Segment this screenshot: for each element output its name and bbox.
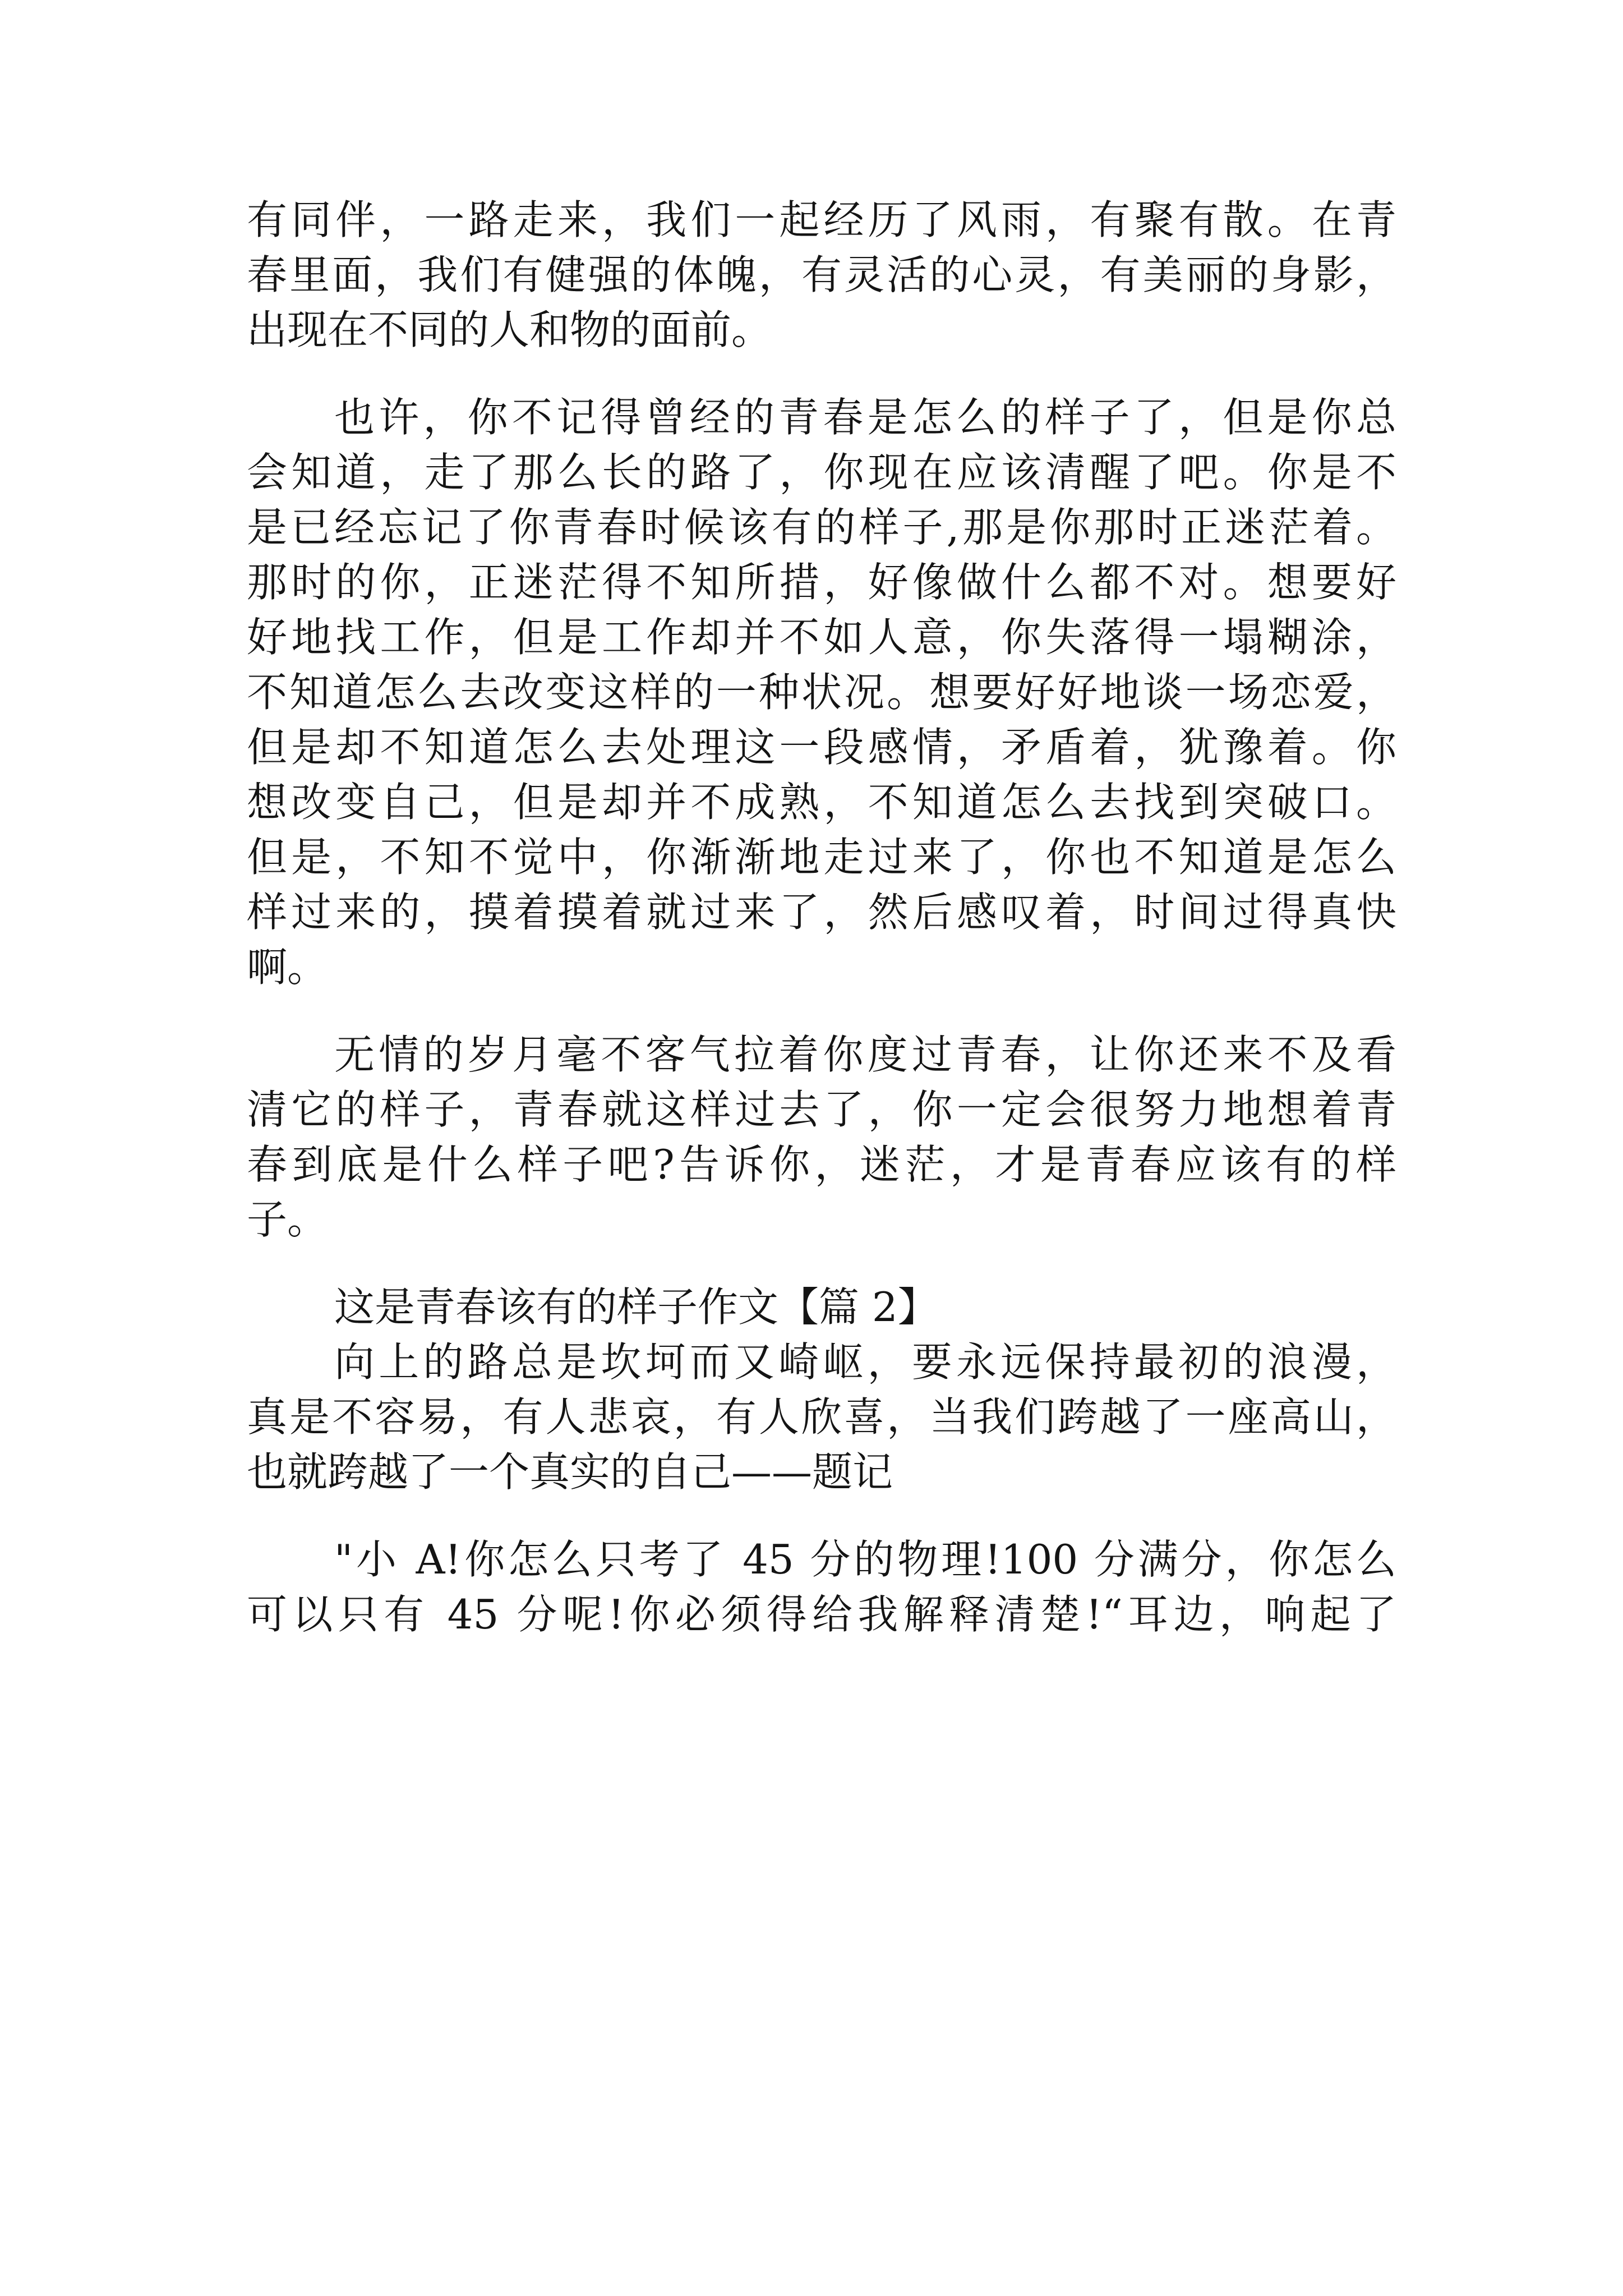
text-line: 会知道，走了那么长的路了，你现在应该清醒了吧。你是不 [247,449,1396,496]
document-body [247,196,1396,1649]
text-line: 可以只有 45 分呢!你必须得给我解释清楚!“耳边，响起了 [247,1591,1396,1638]
text-line: 出现在不同的人和物的面前。 [247,306,772,353]
text-line: 向上的路总是坎坷而又崎岖，要永远保持最初的浪漫， [334,1338,1396,1386]
text-line: 那时的你，正迷茫得不知所措，好像做什么都不对。想要好 [247,559,1396,606]
text-line: 但是，不知不觉中，你渐渐地走过来了，你也不知道是怎么 [247,834,1396,881]
text-line: 啊。 [247,944,328,991]
text-line: 但是却不知道怎么去处理这一段感情，矛盾着，犹豫着。你 [247,724,1396,771]
text-line: 春里面，我们有健强的体魄，有灵活的心灵，有美丽的身影， [247,251,1396,298]
text-line: 真是不容易，有人悲哀，有人欣喜，当我们跨越了一座高山， [247,1393,1396,1441]
text-line: 无情的岁月毫不客气拉着你度过青春，让你还来不及看 [334,1031,1396,1078]
text-line: "小 A!你怎么只考了 45 分的物理!100 分满分，你怎么 [334,1536,1396,1583]
text-line: 子。 [247,1196,328,1243]
text-line: 清它的样子，青春就这样过去了，你一定会很努力地想着青 [247,1086,1396,1133]
text-line: 想改变自己，但是却并不成熟，不知道怎么去找到突破口。 [247,779,1396,826]
text-line: 好地找工作，但是工作却并不如人意，你失落得一塌糊涂， [247,614,1396,661]
text-line: 不知道怎么去改变这样的一种状况。想要好好地谈一场恋爱， [247,669,1396,716]
text-line: 样过来的，摸着摸着就过来了，然后感叹着，时间过得真快 [247,889,1396,936]
text-line: 春到底是什么样子吧?告诉你，迷茫，才是青春应该有的样 [247,1141,1396,1188]
text-line: 也许，你不记得曾经的青春是怎么的样子了，但是你总 [334,394,1396,441]
text-line: 有同伴，一路走来，我们一起经历了风雨，有聚有散。在青 [247,196,1396,243]
text-line: 也就跨越了一个真实的自己——题记 [247,1448,893,1496]
text-line: 是已经忘记了你青春时候该有的样子,那是你那时正迷茫着。 [247,504,1396,551]
section-heading: 这是青春该有的样子作文【篇 2】 [334,1283,938,1331]
